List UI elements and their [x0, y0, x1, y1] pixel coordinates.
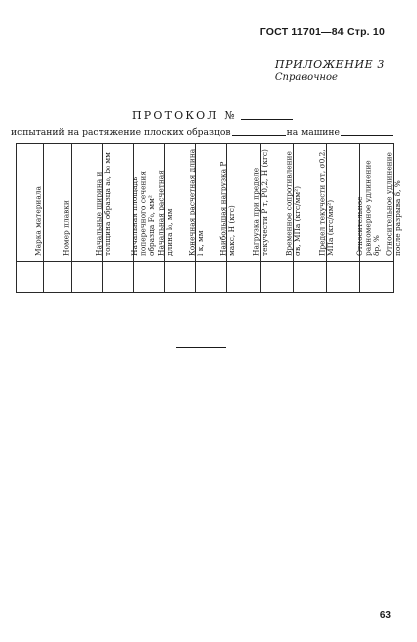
column-header: Начальная площадь поперечного сечения образца F₀, мм²: [129, 171, 157, 256]
table-cell: [103, 262, 134, 293]
table-cell: [196, 262, 227, 293]
table-cell: [72, 262, 103, 293]
table-row: [17, 262, 394, 293]
protocol-number-blank: [241, 119, 293, 120]
appendix-subtitle: Справочное: [274, 72, 338, 83]
tests-prefix: испытаний на растяжение плоских образцов: [11, 127, 231, 138]
tests-description-line: [11, 127, 393, 138]
tests-blank-specimen: [232, 135, 286, 136]
column-header: Конечная расчетная длина l к, мм: [187, 148, 206, 256]
table-cell: [165, 262, 196, 293]
table-cell: [327, 262, 360, 293]
column-header: Предел текучести σт, σ0,2, МПа (кгс/мм²): [317, 149, 336, 256]
column-header: Наибольшая нагрузка P макс, Н (кгс): [218, 161, 237, 256]
header-cell: [227, 144, 269, 262]
table-cell: [134, 262, 165, 293]
tests-machine-label: на машине: [286, 127, 340, 138]
header-cell: [165, 144, 206, 262]
column-header: Относительное удлинение после разрыва δ, %: [384, 152, 402, 256]
column-header: Относительное равномерное удлинение δр, %: [354, 160, 382, 256]
table-cell: [360, 262, 394, 293]
section-divider: [176, 347, 226, 348]
column-header: Начальная расчетная длина l₀, мм: [156, 170, 175, 256]
header-cell: [72, 144, 113, 262]
protocol-heading: [132, 109, 293, 122]
appendix-block: [275, 58, 385, 84]
table-cell: [294, 262, 327, 293]
header-cell: [17, 144, 44, 262]
header-cell: [327, 144, 382, 262]
protocol-table: [16, 143, 402, 293]
header-cell: [294, 144, 336, 262]
header-cell: [103, 144, 157, 262]
header-cell: [196, 144, 237, 262]
appendix-title: ПРИЛОЖЕНИЕ 3: [274, 58, 385, 71]
page-number: 63: [379, 610, 391, 621]
tests-blank-machine: [341, 135, 393, 136]
header-cell: [261, 144, 303, 262]
table-cell: [261, 262, 294, 293]
table-cell: [44, 262, 72, 293]
header-cell: [134, 144, 175, 262]
column-header: Временное сопротивление σв, МПа (кгс/мм²): [284, 151, 303, 256]
table-cell: [17, 262, 44, 293]
column-header: Марка материала: [33, 186, 43, 256]
protocol-title: ПРОТОКОЛ №: [132, 109, 237, 122]
header-cell: [360, 144, 402, 262]
table-header-row: [17, 144, 394, 262]
page-header: ГОСТ 11701—84 Стр. 10: [259, 26, 385, 38]
column-header: Нагрузка при пределе текучести P т, P0,2, Н (кгс): [251, 149, 269, 256]
column-header: Начальные ширина и толщина образца a₀, b₀ мм: [94, 152, 113, 256]
table-cell: [227, 262, 261, 293]
column-header: Номер плавки: [60, 200, 70, 256]
header-cell: [44, 144, 72, 262]
